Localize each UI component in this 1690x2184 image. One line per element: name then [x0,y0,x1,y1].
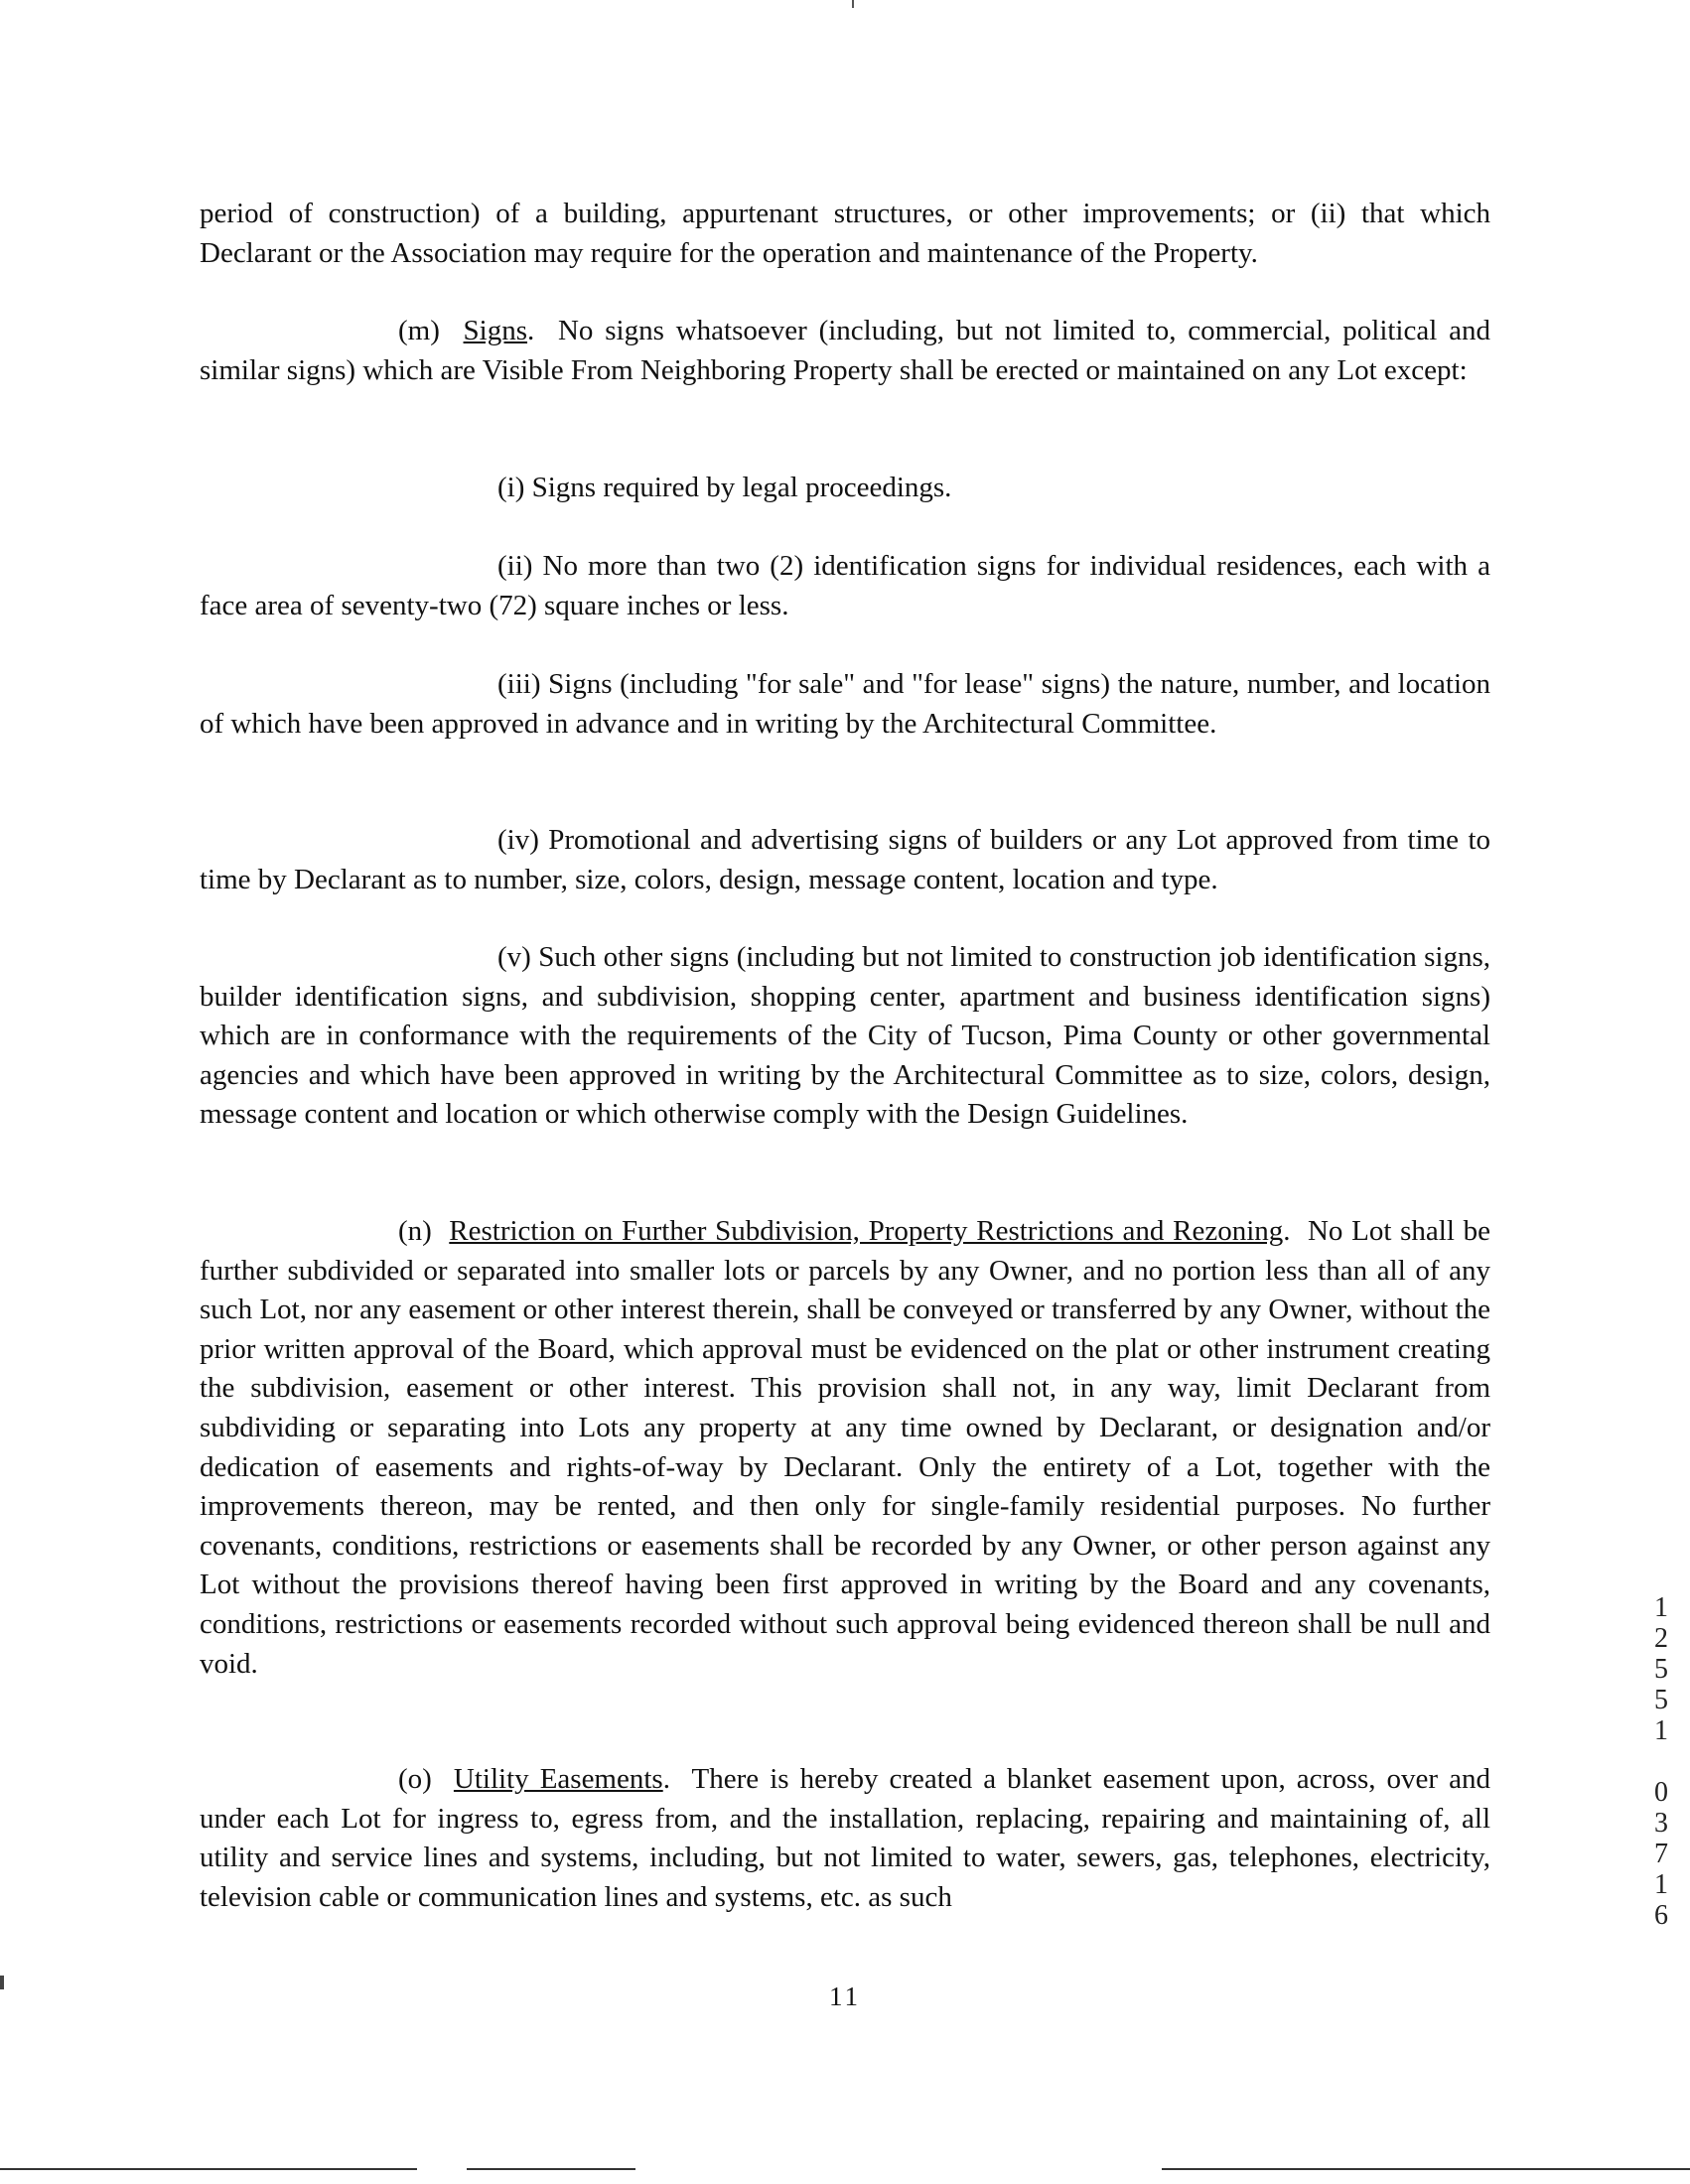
page-number: 11 [829,1981,861,2011]
section-body: No signs whatsoever (including, but not limited to, commercial, political and similar signs) which are Visible From Neighboring Property shall be erected or maintained on any Lot except: [200,315,1490,386]
scan-mark-top [852,0,854,8]
paragraph-intro: period of construction) of a building, appurtenant structures, or other improvements; or (ii) that which Declarant or the Association may require for the operation and maintenance of the Property. [200,198,1490,269]
section-label: (n) [398,1215,432,1247]
paragraph-m-iii: (iii) Signs (including "for sale" and "for lease" signs) the nature, number, and location of which have been approved in advance and in writing by the Architectural Committee. [200,668,1490,740]
section-label: (o) [398,1763,432,1795]
bottom-border-right [1162,2168,1690,2170]
section-label: (m) [398,315,440,346]
section-body: No Lot shall be further subdivided or separated into smaller lots or parcels by any Owner, and no portion less than all of any such Lot, nor any easement or other interest therein, shall be conveyed or transferred by any Owner, without the prior written approval of the Board, which approval must be evidenced on the plat or other instrument creating the subdivision, easement or other interest. This provision shall not, in any way, limit Declarant from subdividing or separating into Lots any property at any time owned by Declarant, or designation and/or dedication of easements and rights-of-way by Declarant. Only the entirety of a Lot, together with the improvements thereon, may be rented, and then only for single-family residential purposes. No further covenants, conditions, restrictions or easements shall be recorded by any Owner, or other person against any Lot without the provisions thereof having been first approved in writing by the Board and any covenants, conditions, restrictions or easements recorded without such approval being evidenced thereon shall be null and void. [200,1215,1491,1680]
paragraph-n-subdivision: (n) Restriction on Further Subdivision, Property Restrictions and Rezoning. No Lot shall be further subdivided or separated into smaller lots or parcels by any Owner, and no portion less than all of any such Lot, nor any easement or other interest therein, shall be conveyed or transferred by any Owner, without the prior written approval of the Board, which approval must be evidenced on the plat or other instrument creating the subdivision, easement or other interest. This provision shall not, in any way, limit Declarant from subdividing or separating into Lots any property at any time owned by Declarant, or designation and/or dedication of easements and rights-of-way by Declarant. Only the entirety of a Lot, together with the improvements thereon, may be rented, and then only for single-family residential purposes. No further covenants, conditions, restrictions or easements shall be recorded by any Owner, or other person against any Lot without the provisions thereof having been first approved in writing by the Board and any covenants, conditions, restrictions or easements recorded without such approval being evidenced thereon shall be null and void. [200,1215,1491,1680]
paragraph-m-i: (i) Signs required by legal proceedings. [497,472,952,503]
paragraph-m-ii: (ii) No more than two (2) identification signs for individual residences, each with a face area of seventy-two (72) square inches or less. [200,550,1490,621]
bottom-border-center-left [467,2168,635,2170]
paragraph-m-iv: (iv) Promotional and advertising signs of builders or any Lot approved from time to time by Declarant as to number, size, colors, design, message content, location and type. [200,824,1490,895]
recording-stamp: 1 2 5 5 1 0 3 7 1 6 [1654,1592,1668,1931]
paragraph-m-v: (v) Such other signs (including but not limited to construction job identification signs, builder identification signs, and subdivision, shopping center, apartment and business identification signs) which are in conformance with the requirements of the City of Tucson, Pima County or other governmental agencies and which have been approved in writing by the Architectural Committee as to size, colors, design, message content and location or which otherwise comply with the Design Guidelines. [200,941,1490,1131]
paragraph-o-utility-easements: (o) Utility Easements. There is hereby created a blanket easement upon, across, over and under each Lot for ingress to, egress from, and the installation, replacing, repairing and maintaining of, all utility and service lines and systems, including, but not limited to water, sewers, gas, telephones, electricity, television cable or communication lines and systems, etc. as such [200,1763,1491,1913]
paragraph-m-signs: (m) Signs. No signs whatsoever (including, but not limited to, commercial, political and similar signs) which are Visible From Neighboring Property shall be erected or maintained on any Lot except: [200,315,1490,386]
section-heading: Signs [463,315,528,346]
bottom-border-left [0,2168,417,2170]
section-heading: Utility Easements [453,1763,663,1795]
section-heading: Restriction on Further Subdivision, Property Restrictions and Rezoning [449,1215,1284,1247]
section-body: There is hereby created a blanket easement upon, across, over and under each Lot for ingress to, egress from, and the installation, replacing, repairing and maintaining of, all utility and service lines and systems, including, but not limited to water, sewers, gas, telephones, electricity, television cable or communication lines and systems, etc. as such [200,1763,1491,1913]
